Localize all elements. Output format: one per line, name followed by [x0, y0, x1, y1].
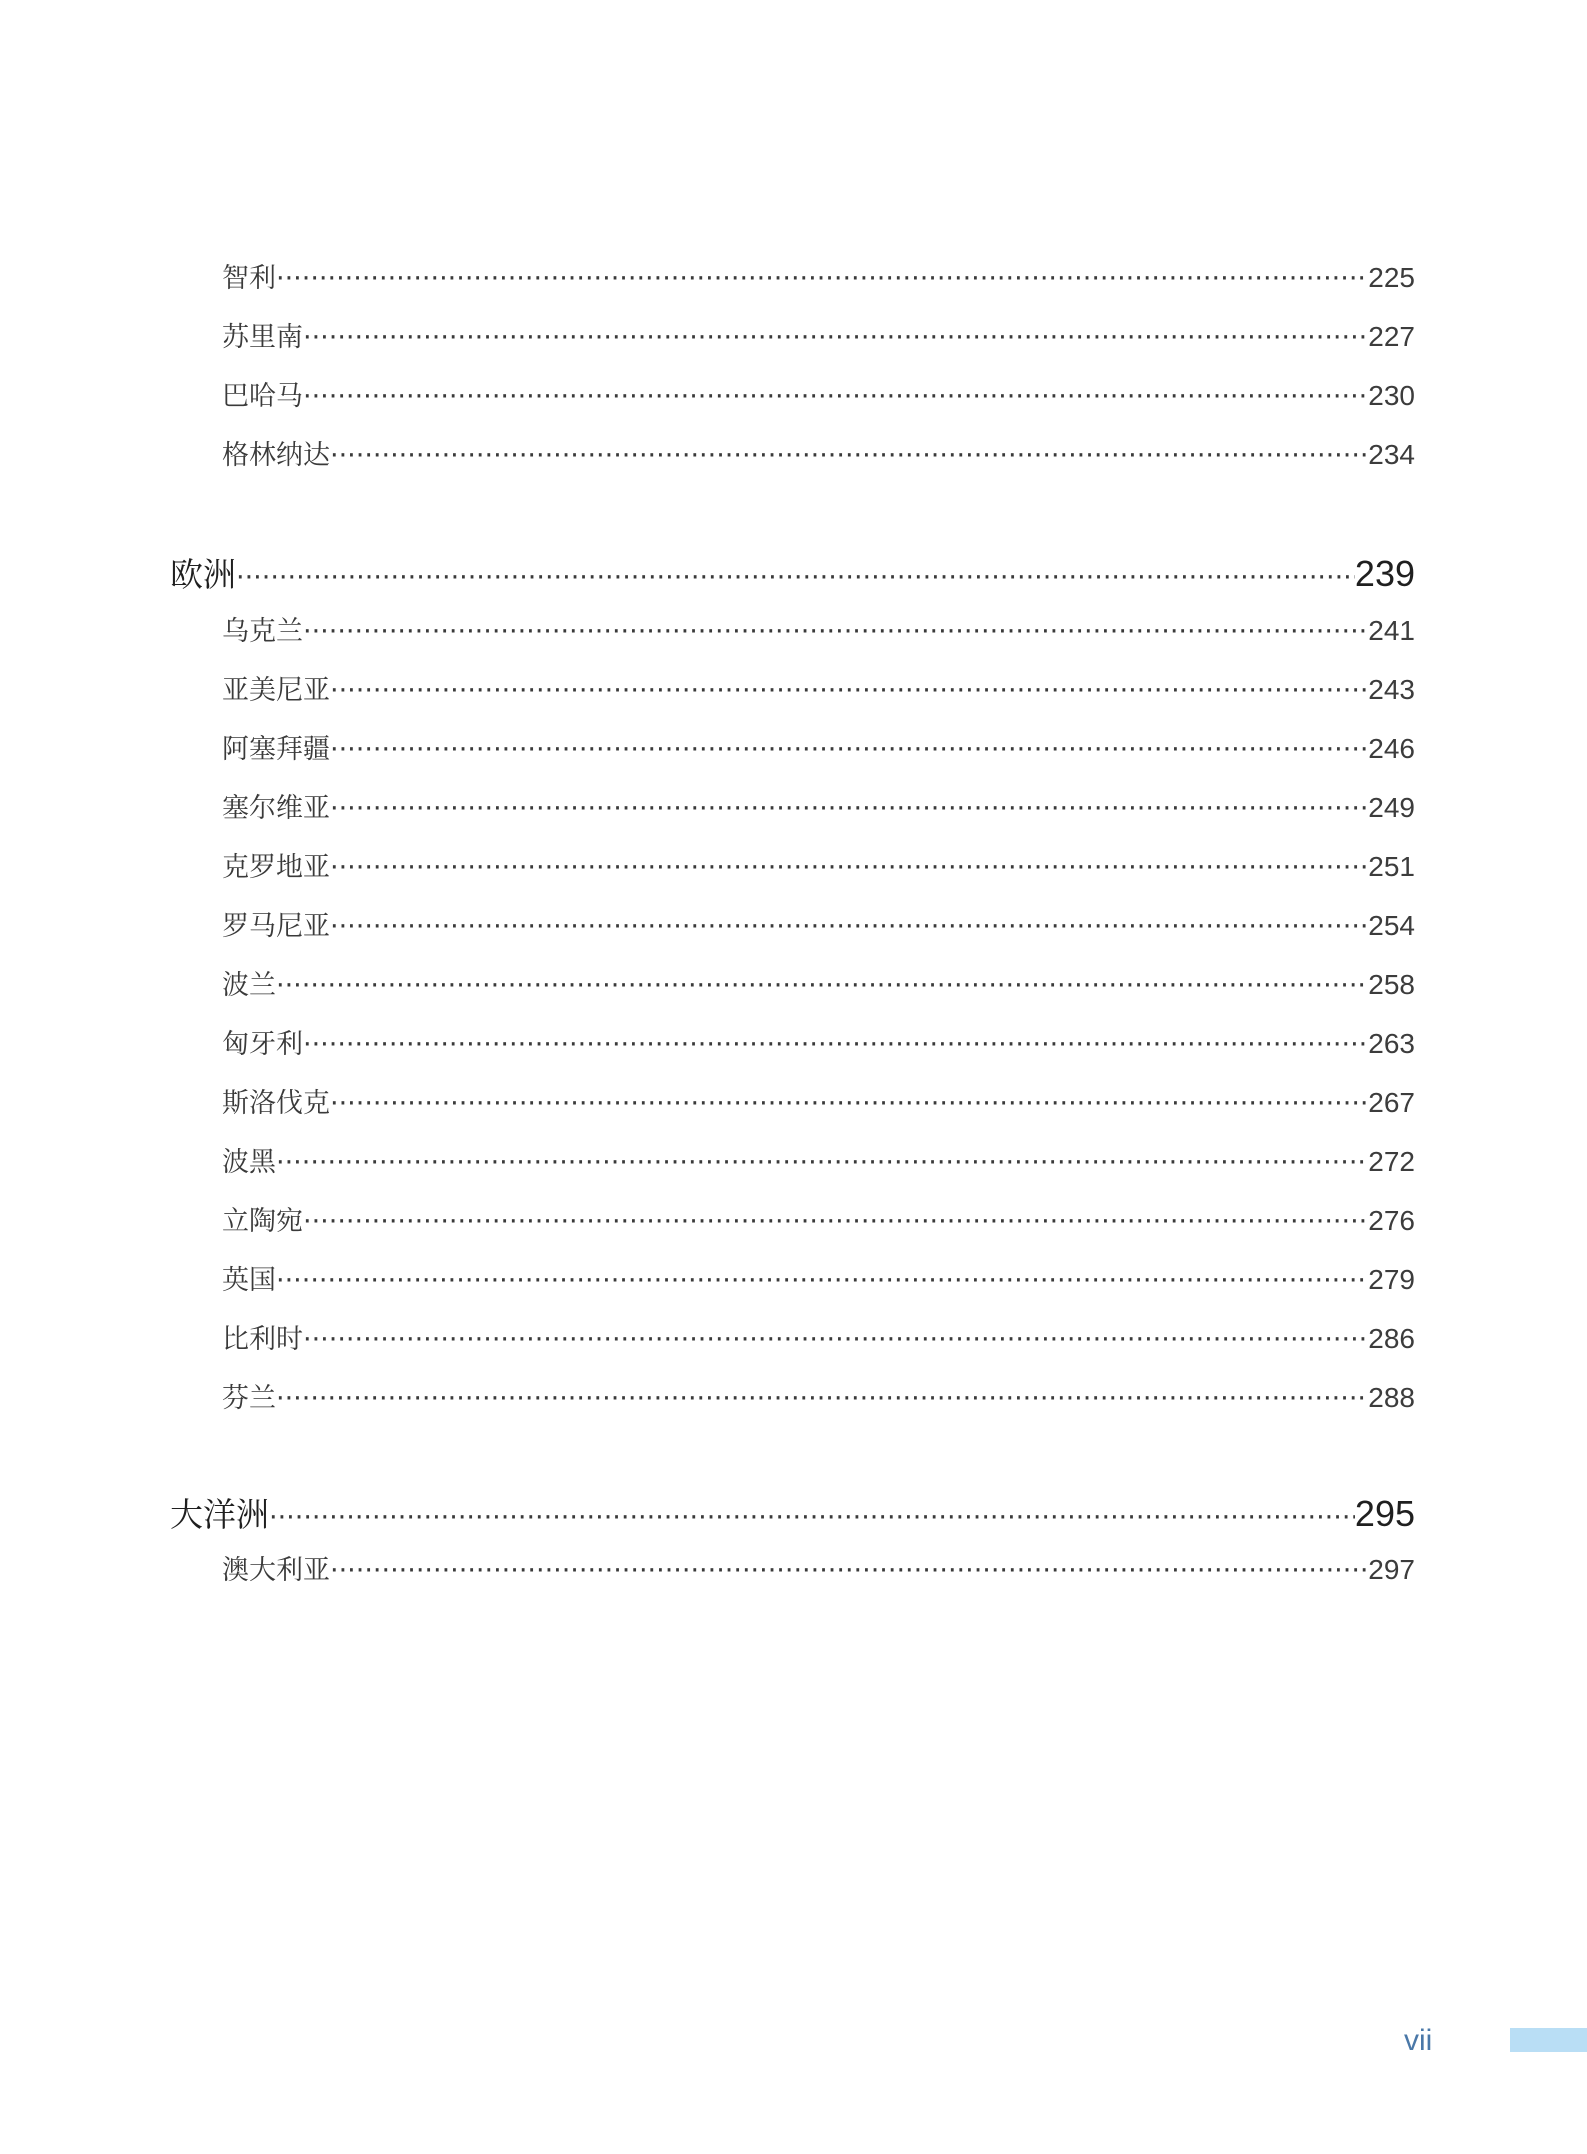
toc-entry-title: 塞尔维亚	[222, 793, 330, 824]
toc-entry-title: 芬兰	[222, 1383, 276, 1414]
dot-leader	[276, 259, 1368, 298]
dot-leader	[303, 1202, 1368, 1241]
dot-leader	[303, 1025, 1368, 1064]
toc-entry-page: 258	[1368, 969, 1415, 1000]
dot-leader	[330, 789, 1368, 828]
toc-entry-page: 230	[1368, 380, 1415, 411]
toc-entry-page: 254	[1368, 910, 1415, 941]
dot-leader	[330, 436, 1368, 475]
toc-entry	[222, 729, 1415, 769]
toc-entry-page: 288	[1368, 1382, 1415, 1413]
toc-entry	[222, 1142, 1415, 1182]
toc-entry-title: 格林纳达	[222, 440, 330, 471]
toc-entry-page: 263	[1368, 1028, 1415, 1059]
toc-entry	[222, 1260, 1415, 1300]
toc-entry-title: 波兰	[222, 970, 276, 1001]
toc-entry-page: 246	[1368, 733, 1415, 764]
toc-entry	[222, 1083, 1415, 1123]
toc-entry	[222, 1550, 1415, 1590]
dot-leader	[330, 1551, 1368, 1590]
toc-entry	[222, 611, 1415, 651]
toc-entry-title: 比利时	[222, 1324, 303, 1355]
dot-leader	[276, 1261, 1368, 1300]
toc-section-page: 239	[1354, 553, 1415, 594]
toc-entry	[222, 1201, 1415, 1241]
dot-leader	[330, 671, 1368, 710]
toc-entry-page: 234	[1368, 439, 1415, 470]
toc-section-oceania	[170, 1490, 1415, 1538]
dot-leader	[303, 377, 1368, 416]
toc-entry-title: 亚美尼亚	[222, 675, 330, 706]
toc-entry-page: 251	[1368, 851, 1415, 882]
dot-leader	[330, 730, 1368, 769]
toc-entry	[222, 1378, 1415, 1418]
toc-entry-page: 272	[1368, 1146, 1415, 1177]
dot-leader	[330, 1084, 1368, 1123]
dot-leader	[330, 848, 1368, 887]
toc-section-page: 295	[1354, 1493, 1415, 1534]
toc-entry-title: 巴哈马	[222, 381, 303, 412]
toc-entry	[222, 906, 1415, 946]
toc-section-title: 欧洲	[170, 555, 236, 594]
toc-entry-title: 斯洛伐克	[222, 1088, 330, 1119]
toc-section-europe	[170, 550, 1415, 598]
toc-entry-title: 澳大利亚	[222, 1555, 330, 1586]
toc-entry-title: 克罗地亚	[222, 852, 330, 883]
toc-entry-title: 苏里南	[222, 322, 303, 353]
toc-entry-page: 243	[1368, 674, 1415, 705]
toc-entry-title: 阿塞拜疆	[222, 734, 330, 765]
toc-entry-page: 276	[1368, 1205, 1415, 1236]
toc-entry-title: 波黑	[222, 1147, 276, 1178]
toc-entry-title: 乌克兰	[222, 616, 303, 647]
toc-entry-title: 英国	[222, 1265, 276, 1296]
toc-entry-title: 立陶宛	[222, 1206, 303, 1237]
dot-leader	[330, 907, 1368, 946]
dot-leader	[236, 554, 1355, 598]
dot-leader	[276, 1379, 1368, 1418]
dot-leader	[303, 612, 1368, 651]
dot-leader	[276, 1143, 1368, 1182]
toc-entry-page: 286	[1368, 1323, 1415, 1354]
toc-entry	[222, 788, 1415, 828]
toc-entry-page: 267	[1368, 1087, 1415, 1118]
toc-entry-page: 279	[1368, 1264, 1415, 1295]
toc-entry-page: 227	[1368, 321, 1415, 352]
toc-entry	[222, 670, 1415, 710]
dot-leader	[303, 318, 1368, 357]
toc-section-title: 大洋洲	[170, 1495, 269, 1534]
toc-entry-page: 249	[1368, 792, 1415, 823]
toc-entry	[222, 258, 1415, 298]
toc-entry-title: 罗马尼亚	[222, 911, 330, 942]
dot-leader	[269, 1494, 1355, 1538]
page-number: vii	[1404, 2024, 1433, 2057]
toc-entry	[222, 376, 1415, 416]
page-tab-decoration	[1510, 2028, 1587, 2052]
dot-leader	[303, 1320, 1368, 1359]
toc-entry	[222, 1319, 1415, 1359]
toc-entry	[222, 317, 1415, 357]
dot-leader	[276, 966, 1368, 1005]
toc-entry-title: 智利	[222, 263, 276, 294]
toc-entry-page: 241	[1368, 615, 1415, 646]
toc-entry	[222, 435, 1415, 475]
toc-entry-page: 297	[1368, 1554, 1415, 1585]
toc-entry-title: 匈牙利	[222, 1029, 303, 1060]
toc-entry	[222, 1024, 1415, 1064]
toc-entry-page: 225	[1368, 262, 1415, 293]
toc-entry	[222, 847, 1415, 887]
toc-entry	[222, 965, 1415, 1005]
